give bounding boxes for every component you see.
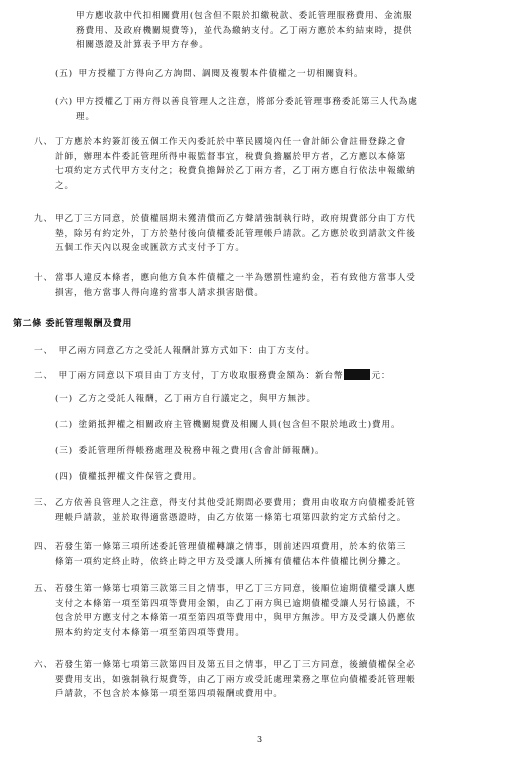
sub-text: 塗銷抵押權之相關政府主管機關規費及相關人員(包含但不限於地政士)費用。 [78, 420, 401, 430]
item-6 [55, 95, 515, 124]
article-2-heading: 第二條 委託管理報酬及費用 [13, 319, 132, 329]
sub-text: 委託管理所得帳務處理及稅務申報之費用(含會計師報酬)。 [78, 446, 325, 456]
text-line: 理帳戶請款，並於取得適當憑證時，由乙方依第一條第七項第四款約定方式給付之。 [55, 512, 407, 523]
clause-label: 二、 [34, 371, 53, 381]
text-line: 乙方依善良管理人之注意，得支付其他受託期間必要費用；費用由收取方向債權委託管 [55, 498, 416, 508]
sub-item-3 [55, 444, 325, 459]
clause-text-suffix: 元： [371, 371, 391, 381]
text-line: 甲乙丁三方同意，於債權屆期未獲清償而乙方聲請強制執行時，政府規費部分由丁方代 [55, 214, 416, 224]
text-line: 損害，他方當事人得向違約當事人請求損害賠償。 [55, 287, 264, 298]
item-6-label: (六) [55, 97, 73, 107]
article-2-clause-6 [34, 658, 514, 702]
clause-label: 六、 [34, 660, 53, 670]
text-line: 支付之本條第一項至第四項等費用金額，由乙丁兩方與已逾期債權受讓人另行協議，不 [55, 598, 416, 609]
clause-9-label: 九、 [34, 214, 53, 224]
article-2-clause-5 [34, 582, 514, 640]
sub-text: 債權抵押權文件保管之費用。 [78, 472, 203, 482]
item-5-label: (五) [55, 69, 73, 79]
clause-label: 四、 [34, 542, 53, 552]
clause-label: 五、 [34, 584, 53, 594]
clause-label: 三、 [34, 498, 53, 508]
text-line: 照本約約定支付本條第一項至第四項等費用。 [55, 627, 245, 638]
sub-label: (一) [55, 394, 73, 404]
redacted-amount [344, 369, 370, 380]
text-line: 甲方授權乙丁兩方得以善良管理人之注意，將部分委託管理事務委託第三人代為處 [76, 97, 418, 107]
continuation-paragraph [76, 9, 413, 53]
clause-text: 甲乙兩方同意乙方之受託人報酬計算方式如下：由丁方支付。 [58, 346, 315, 356]
sub-label: (四) [55, 472, 73, 482]
text-line: 理。 [76, 111, 95, 122]
text-line: 若發生第一條第七項第三款第三目之情事，甲乙丁三方同意，後順位逾期債權受讓人應 [55, 584, 416, 594]
article-2-clause-3 [34, 496, 514, 525]
text-line: 若發生第一條第七項第三款第四目及第五目之情事，甲乙丁三方同意，後續債權保全必 [55, 660, 416, 670]
page-number: 3 [256, 735, 263, 744]
text-line: 相關憑證及計算表予甲方存參。 [76, 40, 209, 50]
clause-label: 一、 [34, 346, 53, 356]
text-line: 之。 [55, 180, 74, 191]
article-2-clause-2 [34, 369, 390, 384]
text-line: 要費用支出，如強制執行規費等，由乙丁兩方或受託處理業務之單位向債權委託管理帳 [55, 674, 416, 685]
sub-label: (三) [55, 446, 73, 456]
clause-8-label: 八、 [34, 137, 53, 147]
clause-text: 甲丁兩方同意以下項目由丁方支付，丁方收取服務費金額為：新台幣 [58, 371, 344, 381]
sub-item-2 [55, 418, 400, 433]
sub-text: 乙方之受託人報酬，乙丁兩方自行議定之，與甲方無涉。 [78, 394, 316, 404]
text-line: 丁方應於本約簽訂後五個工作天內委託於中華民國境內任一會計師公會註冊登錄之會 [55, 137, 407, 147]
text-line: 若發生第一條第三項所述委託管理債權轉讓之情事，則前述四項費用，於本約依第三 [55, 542, 407, 552]
sub-label: (二) [55, 420, 73, 430]
text-line: 五個工作天內以現金或匯款方式支付予丁方。 [55, 243, 245, 253]
text-line: 條第一項約定終止時，依終止時之甲方及受讓人所擁有債權佔本件債權比例分攤之。 [55, 556, 407, 567]
text-line: 甲方應收款中代扣相關費用(包含但不限於扣繳稅款、委託管理服務費用、金流服 [76, 11, 413, 21]
text-line: 七項約定方式代甲方支付之；稅費負擔歸於乙丁兩方者，乙丁兩方應自行依法申報繳納 [55, 166, 416, 176]
text-line: 務費用、及政府機關規費等)，並代為繳納支付。乙丁兩方應於本約結束時，提供 [76, 25, 413, 36]
text-line: 計師，辦理本件委託管理所得申報監督事宜，稅費負擔屬於甲方者，乙方應以本條第 [55, 151, 407, 162]
clause-9 [34, 212, 514, 256]
text-line: 包含於甲方應支付之本條第一項至第四項等費用中，與甲方無涉。甲方及受讓人仍應依 [55, 613, 416, 623]
sub-item-4 [55, 470, 202, 485]
text-line: 當事人違反本條者，應向他方負本件債權之一半為懲罰性違約金，若有致他方當事人受 [55, 273, 416, 283]
item-5-text: 甲方授權丁方得向乙方詢問、調閱及複製本件債權之一切相關資料。 [78, 69, 364, 79]
clause-10-label: 十、 [34, 273, 53, 283]
clause-10 [34, 271, 514, 300]
sub-item-1 [55, 392, 316, 407]
article-2-clause-1 [34, 344, 315, 359]
clause-8 [34, 135, 514, 193]
item-5 [55, 67, 363, 82]
text-line: 戶請款，不包含於本條第一項至第四項報酬或費用中。 [55, 689, 283, 699]
text-line: 墊，除另有約定外，丁方於墊付後向債權委託管理帳戶請款。乙方應於收到請款文件後 [55, 228, 416, 239]
article-2-clause-4 [34, 540, 514, 569]
